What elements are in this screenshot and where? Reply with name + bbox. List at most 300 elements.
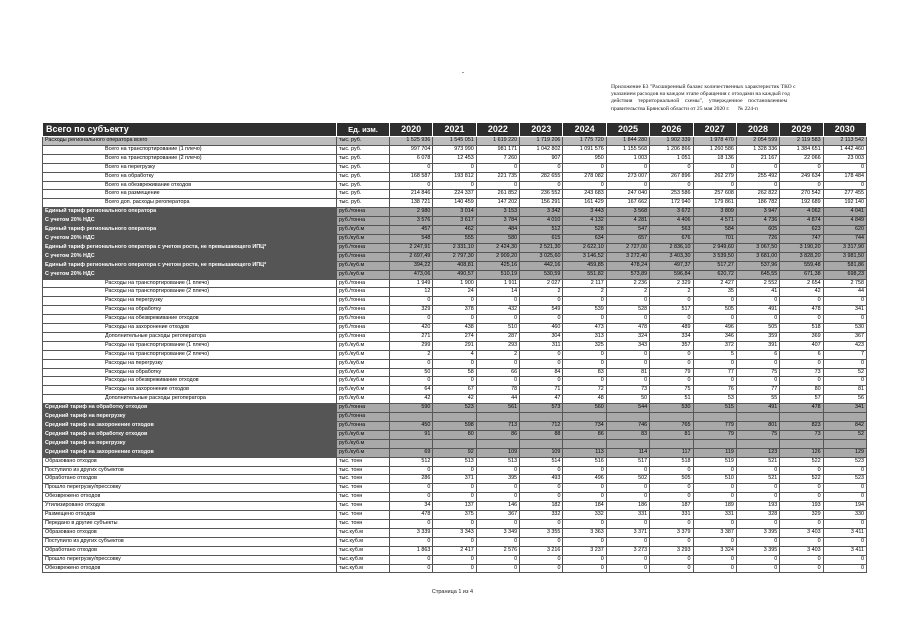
value-cell: 273 007: [606, 172, 649, 181]
value-cell: 178 484: [823, 172, 866, 181]
value-cell: 0: [780, 564, 823, 573]
value-cell: 1 328 336: [736, 145, 779, 154]
value-cell: 55: [736, 395, 779, 404]
row-label: Всего на размещение: [43, 190, 337, 199]
value-cell: 3 443: [563, 208, 606, 217]
header-year: 2024: [563, 123, 606, 137]
value-cell: 713: [476, 422, 519, 431]
value-cell: 329: [390, 306, 433, 315]
row-label: Обработано отходов: [43, 475, 337, 484]
value-cell: 0: [650, 315, 693, 324]
row-unit: тыс. тонн: [337, 493, 390, 502]
row-label: Размещено отходов: [43, 511, 337, 520]
value-cell: 0: [520, 181, 563, 190]
value-cell: [650, 413, 693, 422]
value-cell: 460: [520, 324, 563, 333]
value-cell: 502: [606, 475, 649, 484]
value-cell: 81: [650, 430, 693, 439]
value-cell: 117: [650, 448, 693, 457]
value-cell: 584: [693, 226, 736, 235]
value-cell: 359: [736, 332, 779, 341]
row-label: Прошло перегрузку/прессовку: [43, 555, 337, 564]
value-cell: 513: [433, 457, 476, 466]
value-cell: 493: [520, 475, 563, 484]
value-cell: 330: [823, 511, 866, 520]
value-cell: 517: [606, 457, 649, 466]
value-cell: 73: [780, 430, 823, 439]
value-cell: 0: [650, 350, 693, 359]
value-cell: 278 082: [563, 172, 606, 181]
value-cell: 712: [520, 422, 563, 431]
value-cell: 287: [476, 332, 519, 341]
value-cell: 744: [823, 234, 866, 243]
value-cell: 0: [736, 163, 779, 172]
value-cell: 3 403: [780, 546, 823, 555]
value-cell: 3 403: [780, 528, 823, 537]
value-cell: 80: [780, 386, 823, 395]
table-row: [43, 546, 867, 555]
value-cell: 0: [476, 537, 519, 546]
value-cell: 3 395: [736, 528, 779, 537]
value-cell: 0: [476, 484, 519, 493]
value-cell: 6: [736, 350, 779, 359]
row-label: Расходы на обработку: [43, 368, 337, 377]
value-cell: 1 155 568: [606, 145, 649, 154]
value-cell: 3 343: [433, 528, 476, 537]
value-cell: 2 576: [476, 546, 519, 555]
value-cell: 72: [563, 386, 606, 395]
row-label: Обезврежено отходов: [43, 493, 337, 502]
value-cell: 0: [390, 181, 433, 190]
value-cell: 573: [520, 404, 563, 413]
value-cell: 620,72: [693, 270, 736, 279]
row-unit: руб./тонна: [337, 208, 390, 217]
value-cell: 184: [563, 502, 606, 511]
value-cell: 0: [606, 377, 649, 386]
table-row: [43, 493, 867, 502]
value-cell: 1 719 206: [520, 137, 563, 146]
value-cell: 2 331,10: [433, 243, 476, 252]
value-cell: 0: [390, 466, 433, 475]
value-cell: 521: [736, 457, 779, 466]
value-cell: 4 041: [823, 208, 866, 217]
value-cell: 3 981,50: [823, 252, 866, 261]
row-unit: тыс.куб.м: [337, 546, 390, 555]
value-cell: 442,16: [520, 261, 563, 270]
table-row: [43, 208, 867, 217]
value-cell: 516: [563, 457, 606, 466]
row-label: Единый тариф регионального оператора с учетом роста, не превышающего ИПЦ*: [43, 261, 337, 270]
value-cell: 0: [606, 519, 649, 528]
value-cell: 2: [650, 288, 693, 297]
value-cell: 420: [390, 324, 433, 333]
header-year: 2027: [693, 123, 736, 137]
value-cell: 21 167: [736, 154, 779, 163]
value-cell: 490,57: [433, 270, 476, 279]
value-cell: 14: [476, 288, 519, 297]
value-cell: 0: [823, 493, 866, 502]
value-cell: 0: [520, 519, 563, 528]
value-cell: 189: [693, 502, 736, 511]
row-label: С учетом 20% НДС: [43, 217, 337, 226]
value-cell: 3 293: [650, 546, 693, 555]
value-cell: 2 836,10: [650, 243, 693, 252]
value-cell: 2 417: [433, 546, 476, 555]
value-cell: 0: [390, 297, 433, 306]
value-cell: 560: [563, 404, 606, 413]
value-cell: 0: [823, 163, 866, 172]
value-cell: 0: [520, 350, 563, 359]
header-year: 2030: [823, 123, 866, 137]
row-label: Обезврежено отходов: [43, 564, 337, 573]
value-cell: 0: [476, 359, 519, 368]
value-cell: 2 054 599: [736, 137, 779, 146]
value-cell: 3 828,20: [780, 252, 823, 261]
value-cell: 378: [433, 306, 476, 315]
row-label: Расходы на перегрузку: [43, 297, 337, 306]
value-cell: 282 655: [520, 172, 563, 181]
value-cell: 69: [390, 448, 433, 457]
row-unit: руб./тонна: [337, 324, 390, 333]
value-cell: 505: [736, 324, 779, 333]
row-unit: руб./тонна: [337, 422, 390, 431]
value-cell: 92: [433, 448, 476, 457]
value-cell: 0: [476, 519, 519, 528]
value-cell: 7: [823, 350, 866, 359]
value-cell: 42: [390, 395, 433, 404]
table-row: [43, 145, 867, 154]
value-cell: 79: [693, 430, 736, 439]
row-unit: тыс. руб.: [337, 190, 390, 199]
value-cell: 0: [520, 315, 563, 324]
row-label: Средний тариф на обработку отходов: [43, 430, 337, 439]
value-cell: 4: [433, 350, 476, 359]
row-unit: тыс. руб.: [337, 137, 390, 146]
value-cell: 192 689: [780, 199, 823, 208]
row-unit: руб./тонна: [337, 404, 390, 413]
value-cell: 0: [693, 555, 736, 564]
value-cell: 3 387: [693, 528, 736, 537]
value-cell: 0: [780, 555, 823, 564]
value-cell: [693, 439, 736, 448]
value-cell: 0: [650, 181, 693, 190]
table-row: [43, 315, 867, 324]
value-cell: 0: [563, 555, 606, 564]
value-cell: 2 027: [520, 279, 563, 288]
value-cell: 3 272,40: [606, 252, 649, 261]
value-cell: 58: [433, 368, 476, 377]
row-label: Расходы на обработку: [43, 306, 337, 315]
value-cell: 0: [563, 466, 606, 475]
value-cell: 41: [736, 288, 779, 297]
value-cell: 2 329: [650, 279, 693, 288]
value-cell: [433, 439, 476, 448]
stray-mark: [462, 72, 464, 73]
value-cell: 551,82: [563, 270, 606, 279]
appendix-line: указанием расходов на каждом этапе обращения с отходами на каждый год: [611, 91, 790, 98]
table-row: [43, 226, 867, 235]
value-cell: 0: [693, 466, 736, 475]
row-unit: тыс. руб.: [337, 172, 390, 181]
value-cell: 2 521,30: [520, 243, 563, 252]
value-cell: 522: [780, 475, 823, 484]
value-cell: 0: [693, 297, 736, 306]
value-cell: 0: [520, 466, 563, 475]
value-cell: 510,19: [476, 270, 519, 279]
value-cell: 518: [650, 457, 693, 466]
value-cell: 23 003: [823, 154, 866, 163]
value-cell: 0: [433, 297, 476, 306]
value-cell: 325: [563, 341, 606, 350]
value-cell: 0: [476, 297, 519, 306]
value-cell: 4 874: [780, 217, 823, 226]
value-cell: 513: [476, 457, 519, 466]
table-row: [43, 306, 867, 315]
value-cell: 367: [823, 332, 866, 341]
value-cell: 734: [563, 422, 606, 431]
row-unit: руб./тонна: [337, 288, 390, 297]
value-cell: 950: [563, 154, 606, 163]
row-label: Всего на перегрузку: [43, 163, 337, 172]
value-cell: 332: [563, 511, 606, 520]
value-cell: 1 003: [606, 154, 649, 163]
value-cell: 57: [780, 395, 823, 404]
value-cell: [390, 439, 433, 448]
table-row: [43, 466, 867, 475]
row-label: Расходы на обезвреживание отходов: [43, 315, 337, 324]
value-cell: 255 492: [736, 172, 779, 181]
value-cell: 4 736: [736, 217, 779, 226]
value-cell: 517,27: [693, 261, 736, 270]
value-cell: 457: [390, 226, 433, 235]
row-unit: тыс. тонн: [337, 457, 390, 466]
value-cell: 0: [520, 377, 563, 386]
value-cell: 523: [823, 475, 866, 484]
value-cell: 186: [606, 502, 649, 511]
value-cell: 2 697,49: [390, 252, 433, 261]
value-cell: 83: [563, 368, 606, 377]
value-cell: 64: [390, 386, 433, 395]
value-cell: 0: [736, 359, 779, 368]
table-row: [43, 422, 867, 431]
row-label: Всего на обезвреживание отходов: [43, 181, 337, 190]
value-cell: [476, 413, 519, 422]
table-row: [43, 519, 867, 528]
value-cell: 478: [780, 306, 823, 315]
value-cell: 698,23: [823, 270, 866, 279]
value-cell: 0: [390, 493, 433, 502]
value-cell: 147 202: [476, 199, 519, 208]
value-cell: 12: [390, 288, 433, 297]
value-cell: 3 411: [823, 528, 866, 537]
value-cell: 0: [780, 493, 823, 502]
value-cell: 0: [780, 537, 823, 546]
value-cell: 3 342: [520, 208, 563, 217]
value-cell: 1 949: [390, 279, 433, 288]
value-cell: 83: [606, 430, 649, 439]
row-label: Образовано отходов: [43, 528, 337, 537]
value-cell: 0: [476, 163, 519, 172]
value-cell: 549: [520, 306, 563, 315]
value-cell: 0: [693, 493, 736, 502]
row-unit: руб./тонна: [337, 243, 390, 252]
value-cell: 0: [736, 377, 779, 386]
value-cell: 1 051: [650, 154, 693, 163]
value-cell: 73: [780, 368, 823, 377]
value-cell: 2 427: [693, 279, 736, 288]
value-cell: 0: [650, 297, 693, 306]
value-cell: 391: [736, 341, 779, 350]
table-row: [43, 199, 867, 208]
row-unit: руб./куб.м: [337, 226, 390, 235]
value-cell: 42: [433, 395, 476, 404]
row-unit: тыс. руб.: [337, 145, 390, 154]
value-cell: 3 672: [650, 208, 693, 217]
value-cell: 0: [390, 519, 433, 528]
table-row: [43, 234, 867, 243]
value-cell: 0: [650, 484, 693, 493]
value-cell: 2 113 542: [823, 137, 866, 146]
value-cell: 247 040: [606, 190, 649, 199]
value-cell: 779: [693, 422, 736, 431]
value-cell: 510: [476, 324, 519, 333]
value-cell: 0: [476, 181, 519, 190]
value-cell: 2 727,00: [606, 243, 649, 252]
value-cell: 331: [693, 511, 736, 520]
value-cell: 0: [780, 315, 823, 324]
value-cell: 3 617: [433, 217, 476, 226]
value-cell: 0: [606, 181, 649, 190]
row-label: Расходы на захоронение отходов: [43, 324, 337, 333]
value-cell: 50: [390, 368, 433, 377]
value-cell: 423: [823, 341, 866, 350]
value-cell: 22 066: [780, 154, 823, 163]
value-cell: 1 545 051: [433, 137, 476, 146]
value-cell: 91: [390, 430, 433, 439]
value-cell: 726: [736, 234, 779, 243]
value-cell: 140 459: [433, 199, 476, 208]
value-cell: 0: [650, 163, 693, 172]
value-cell: 371: [433, 475, 476, 484]
value-cell: 0: [390, 564, 433, 573]
row-unit: руб./тонна: [337, 217, 390, 226]
value-cell: 0: [520, 555, 563, 564]
appendix-note: [611, 84, 873, 113]
value-cell: 701: [693, 234, 736, 243]
value-cell: 3 339: [390, 528, 433, 537]
row-unit: тыс. тонн: [337, 466, 390, 475]
value-cell: 580: [476, 234, 519, 243]
value-cell: 299: [390, 341, 433, 350]
value-cell: 505: [693, 306, 736, 315]
value-cell: 1 900: [433, 279, 476, 288]
value-cell: 0: [520, 493, 563, 502]
value-cell: 2 909,20: [476, 252, 519, 261]
value-cell: 3 216: [520, 546, 563, 555]
table-row: [43, 359, 867, 368]
value-cell: 0: [823, 537, 866, 546]
value-cell: 0: [823, 484, 866, 493]
value-cell: 537,96: [736, 261, 779, 270]
value-cell: 77: [693, 368, 736, 377]
value-cell: 0: [780, 466, 823, 475]
value-cell: 559,48: [780, 261, 823, 270]
table-row: [43, 457, 867, 466]
value-cell: 52: [823, 430, 866, 439]
value-cell: 4 062: [780, 208, 823, 217]
value-cell: 0: [563, 350, 606, 359]
value-cell: 573,89: [606, 270, 649, 279]
table-row: [43, 181, 867, 190]
value-cell: 50: [606, 395, 649, 404]
value-cell: 0: [823, 315, 866, 324]
value-cell: 0: [563, 315, 606, 324]
value-cell: 598: [433, 422, 476, 431]
value-cell: 0: [650, 377, 693, 386]
value-cell: 671,38: [780, 270, 823, 279]
row-label: Всего на транспортирование (2 плечо): [43, 154, 337, 163]
value-cell: 0: [606, 484, 649, 493]
value-cell: 0: [823, 377, 866, 386]
value-cell: 0: [780, 181, 823, 190]
value-cell: 3 411: [823, 546, 866, 555]
value-cell: 3 576: [390, 217, 433, 226]
value-cell: 478: [780, 404, 823, 413]
table-row: [43, 475, 867, 484]
value-cell: 42: [780, 288, 823, 297]
table-row: [43, 324, 867, 333]
value-cell: 2 552: [736, 279, 779, 288]
value-cell: 75: [736, 368, 779, 377]
value-cell: 75: [650, 386, 693, 395]
value-cell: 271: [390, 332, 433, 341]
value-cell: 973 990: [433, 145, 476, 154]
value-cell: 109: [476, 448, 519, 457]
value-cell: 331: [650, 511, 693, 520]
value-cell: 257 608: [693, 190, 736, 199]
row-unit: руб./тонна: [337, 306, 390, 315]
value-cell: 0: [433, 315, 476, 324]
value-cell: 0: [736, 555, 779, 564]
value-cell: 1 863: [390, 546, 433, 555]
value-cell: 528: [606, 306, 649, 315]
value-cell: 0: [563, 564, 606, 573]
value-cell: 484: [476, 226, 519, 235]
value-cell: 0: [433, 493, 476, 502]
value-cell: 187: [650, 502, 693, 511]
value-cell: 24: [433, 288, 476, 297]
table-row: [43, 341, 867, 350]
value-cell: 0: [433, 555, 476, 564]
table-row: [43, 172, 867, 181]
value-cell: 77: [736, 386, 779, 395]
value-cell: 0: [476, 555, 519, 564]
row-unit: тыс. тонн: [337, 502, 390, 511]
value-cell: 1 206 866: [650, 145, 693, 154]
value-cell: 291: [433, 341, 476, 350]
row-label: Расходы на транспортирование (2 плечо): [43, 288, 337, 297]
value-cell: 4 010: [520, 217, 563, 226]
value-cell: 0: [606, 466, 649, 475]
value-cell: 56: [823, 395, 866, 404]
value-cell: 521: [736, 475, 779, 484]
value-cell: 126: [780, 448, 823, 457]
value-cell: 0: [606, 555, 649, 564]
value-cell: 3 237: [563, 546, 606, 555]
table-row: [43, 261, 867, 270]
value-cell: 0: [780, 297, 823, 306]
value-cell: 73: [606, 386, 649, 395]
